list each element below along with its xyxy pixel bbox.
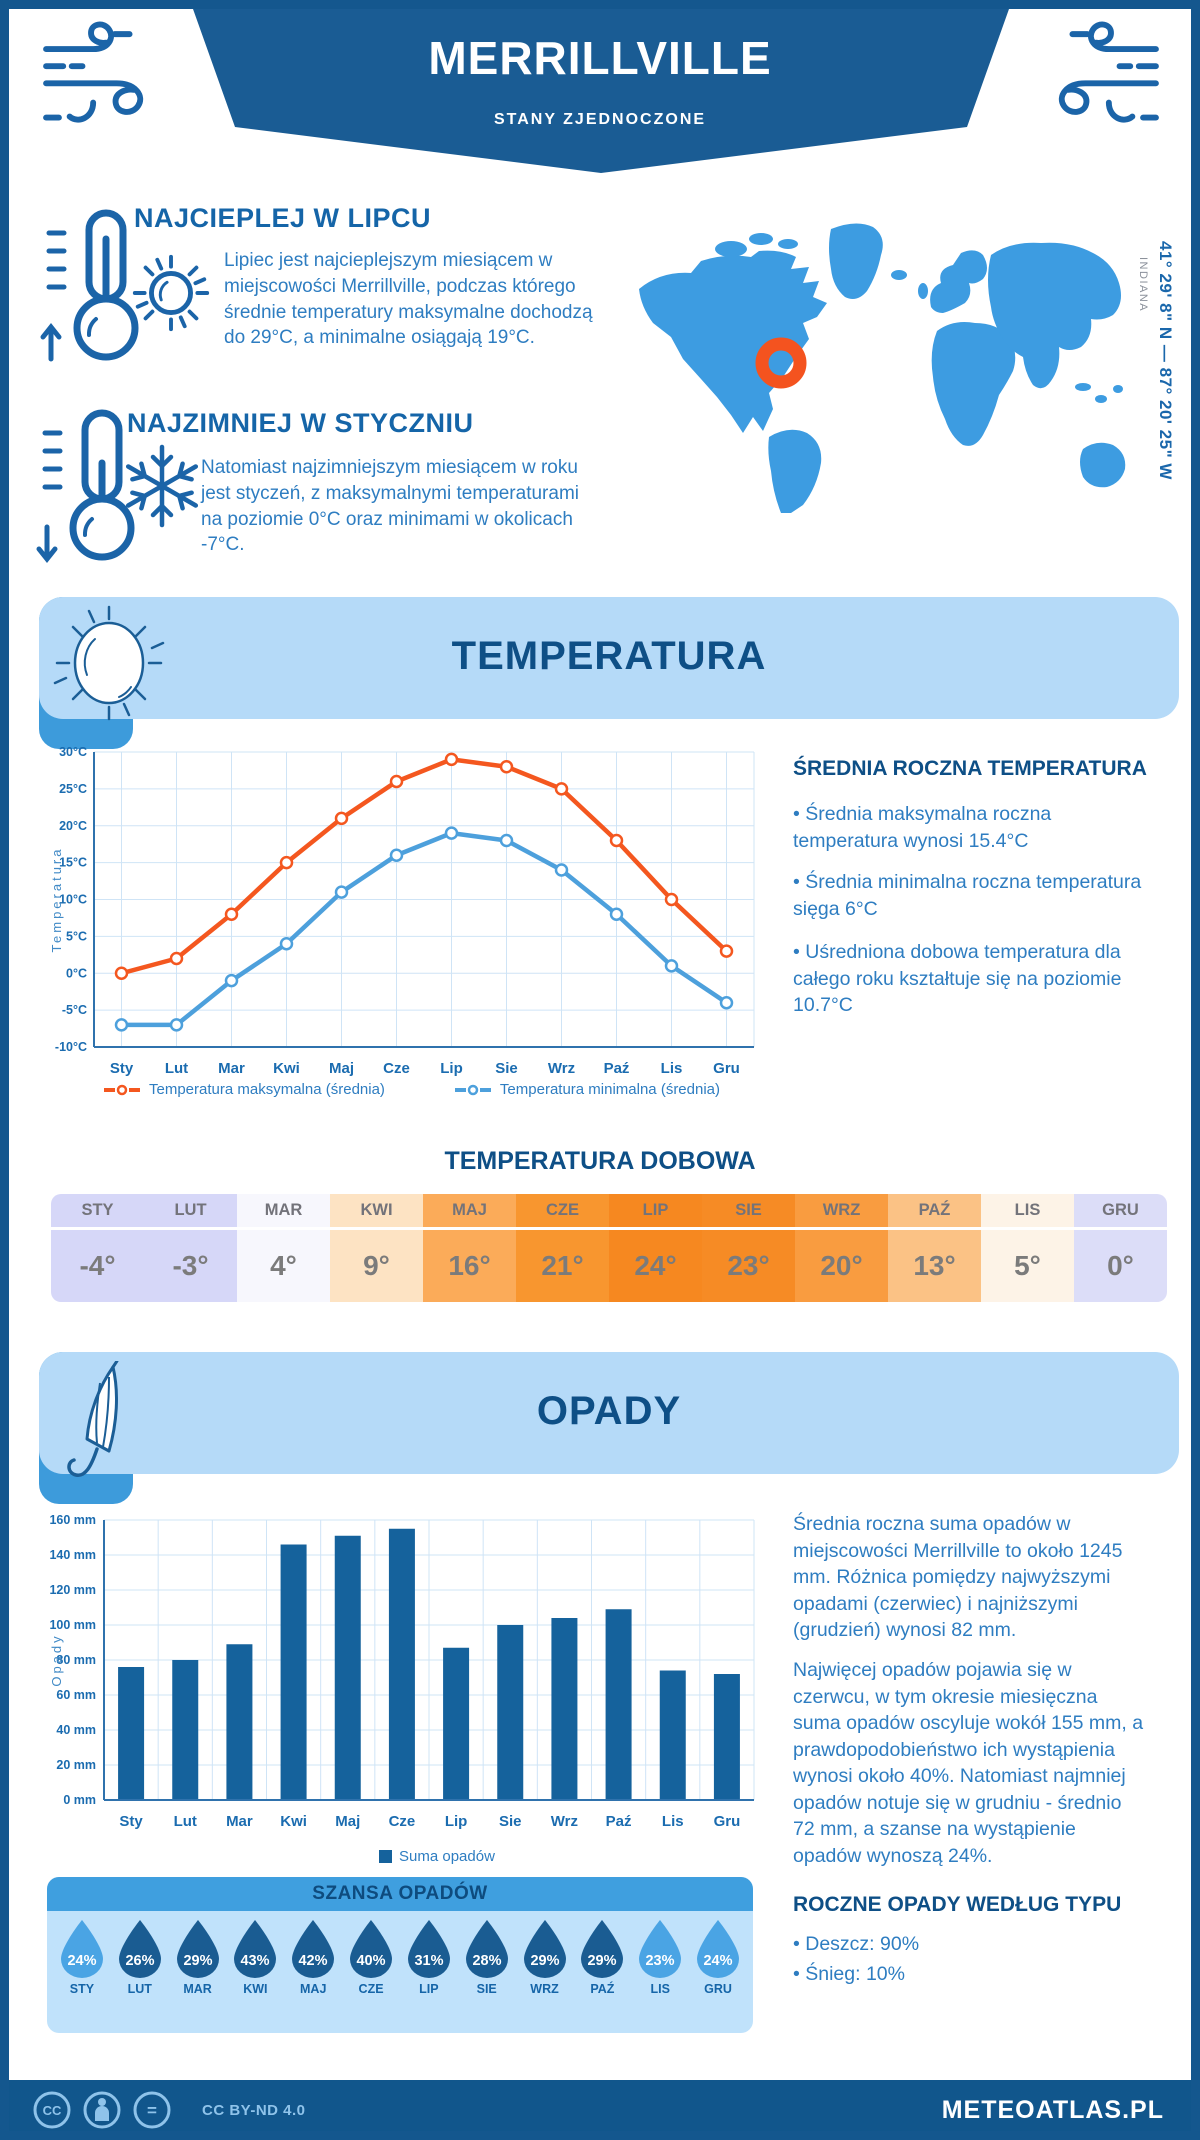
x-tick-label: Maj (328, 1060, 355, 1077)
month-header: MAJ (423, 1194, 516, 1230)
month-temperature-value: 13° (913, 1250, 956, 1281)
bar (714, 1674, 740, 1800)
month-header: MAR (237, 1194, 330, 1230)
y-tick-label: -10°C (54, 1040, 87, 1054)
data-point-marker (171, 953, 182, 964)
footer (0, 2080, 1200, 2140)
chance-month-label: SIE (476, 1982, 497, 1996)
y-tick-label: 10°C (59, 892, 87, 907)
warm-section-heading: NAJCIEPLEJ W LIPCU (134, 203, 432, 233)
legend-label: Temperatura minimalna (średnia) (499, 1081, 721, 1098)
y-tick-label: 15°C (59, 855, 87, 870)
raindrop-shape (61, 1920, 103, 1978)
month-column (330, 1194, 423, 1302)
month-temperature-value: 16° (448, 1250, 491, 1281)
data-point-marker (391, 776, 402, 787)
x-tick-label: Lut (173, 1813, 197, 1830)
month-header: KWI (330, 1194, 423, 1230)
legend-item (104, 1081, 385, 1098)
month-header: WRZ (795, 1194, 888, 1230)
x-tick-label: Sty (109, 1060, 134, 1077)
month-column (144, 1194, 237, 1302)
raindrop-shape (466, 1920, 508, 1978)
x-tick-label: Gru (713, 1060, 740, 1077)
precipitation-type-bullet: • Deszcz: 90% (793, 1933, 920, 1955)
y-tick-label: 40 mm (56, 1723, 96, 1737)
daily-temperature-heading: TEMPERATURA DOBOWA (444, 1147, 756, 1175)
world-map (631, 211, 1131, 513)
chance-value: 24% (67, 1953, 97, 1969)
chance-value: 24% (703, 1953, 733, 1969)
temperature-line-chart (49, 737, 769, 1082)
precipitation-drops-row (47, 1911, 753, 1996)
annual-temperature-bullet: • Średnia maksymalna roczna temperatura wynosi 15.4°C (793, 803, 1052, 852)
data-point-marker (391, 850, 402, 861)
x-tick-label: Kwi (273, 1060, 300, 1077)
legend-label: Temperatura maksymalna (średnia) (149, 1081, 385, 1098)
chance-column (400, 1919, 458, 1996)
chance-column (516, 1919, 574, 1996)
x-tick-label: Lis (661, 1813, 684, 1830)
raindrop-icon (175, 1919, 221, 1979)
chance-month-label: LUT (127, 1982, 152, 1996)
chance-column (573, 1919, 631, 1996)
license-label: CC BY-ND 4.0 (202, 2101, 306, 2119)
month-temperature-value: 20° (820, 1250, 863, 1281)
y-tick-label: 30°C (59, 745, 87, 759)
bar (172, 1660, 198, 1800)
x-tick-label: Lis (660, 1060, 683, 1077)
chance-value: 28% (472, 1953, 502, 1969)
map-coordinates: 41° 29' 8" N — 87° 20' 25" W (1156, 241, 1175, 480)
data-point-marker (336, 887, 347, 898)
bar (118, 1667, 144, 1800)
chance-value: 42% (298, 1953, 328, 1969)
precipitation-paragraph-2: Najwięcej opadów pojawia się w czerwcu, w tym okresie miesięczna suma opadów oscyluje wokół 155 mm, a prawdopodobieństwo ich wystąpienia wynosi około 40%. Natomiast najmniej opadów notuje się w grudniu - średnio 72 mm, a szanse na wystąpienie opadów wynoszą 24%. (793, 1659, 1144, 1867)
chance-value: 31% (414, 1953, 444, 1969)
bar (497, 1625, 523, 1800)
month-header: LIS (981, 1194, 1074, 1230)
data-point-marker (501, 835, 512, 846)
cold-section-heading: NAJZIMNIEJ W STYCZNIU (127, 408, 474, 438)
map-region-label: INDIANA (1137, 257, 1149, 313)
legend-item (455, 1081, 720, 1098)
x-tick-label: Cze (383, 1060, 410, 1077)
month-header: PAŹ (888, 1194, 981, 1230)
page-subtitle: STANY ZJEDNOCZONE (493, 111, 707, 128)
raindrop-shape (581, 1920, 623, 1978)
chance-month-label: MAJ (300, 1982, 327, 1996)
chance-value: 29% (183, 1953, 213, 1969)
data-point-marker (611, 909, 622, 920)
month-column (795, 1194, 888, 1302)
month-column (423, 1194, 516, 1302)
y-tick-label: 20 mm (56, 1758, 96, 1772)
y-tick-label: 60 mm (56, 1688, 96, 1702)
chance-column (458, 1919, 516, 1996)
bar (335, 1536, 361, 1800)
bar (443, 1648, 469, 1800)
x-tick-label: Wrz (550, 1813, 579, 1830)
chance-month-label: CZE (358, 1982, 384, 1996)
month-column (1074, 1194, 1167, 1302)
y-axis-title: Temperatura (49, 846, 64, 953)
annual-temperature-heading: ŚREDNIA ROCZNA TEMPERATURA (793, 757, 1147, 780)
month-temperature-value: -4° (79, 1250, 116, 1281)
y-tick-label: 5°C (66, 929, 87, 944)
bar (226, 1644, 252, 1800)
chance-month-label: KWI (243, 1982, 268, 1996)
creative-commons-icons (30, 2088, 190, 2132)
y-tick-label: 20°C (59, 818, 87, 833)
data-point-marker (721, 997, 732, 1008)
raindrop-shape (177, 1920, 219, 1978)
data-point-marker (281, 938, 292, 949)
chance-column (169, 1919, 227, 1996)
raindrop-icon (637, 1919, 683, 1979)
y-axis-title: Opady (49, 1633, 64, 1687)
raindrop-shape (697, 1920, 739, 1978)
month-column (981, 1194, 1074, 1302)
raindrop-shape (524, 1920, 566, 1978)
raindrop-icon (232, 1919, 278, 1979)
chance-column (342, 1919, 400, 1996)
month-temperature-value: 4° (270, 1250, 297, 1281)
chance-month-label: STY (69, 1982, 95, 1996)
chance-column (111, 1919, 169, 1996)
month-temperature-value: 0° (1107, 1250, 1134, 1281)
svg-text:=: = (147, 2101, 157, 2120)
raindrop-shape (350, 1920, 392, 1978)
x-tick-label: Lip (440, 1060, 463, 1077)
y-tick-label: 140 mm (49, 1548, 96, 1562)
x-tick-label: Cze (388, 1813, 416, 1830)
cold-section-text: Natomiast najzimniejszym miesiącem w roku jest styczeń, z maksymalnymi temperaturami na poziomie 0°C oraz minimami w okolicach -7°C. (201, 457, 579, 556)
annual-temperature-bullet: • Średnia minimalna roczna temperatura sięga 6°C (793, 871, 1142, 920)
month-header: CZE (516, 1194, 609, 1230)
x-tick-label: Gru (713, 1813, 741, 1830)
raindrop-shape (639, 1920, 681, 1978)
raindrop-shape (119, 1920, 161, 1978)
month-temperature-value: 9° (363, 1250, 390, 1281)
site-name: METEOATLAS.PL (941, 2095, 1164, 2124)
chance-month-label: LIP (419, 1982, 439, 1996)
x-tick-label: Mar (226, 1813, 253, 1830)
x-tick-label: Sie (495, 1060, 518, 1077)
data-point-marker (226, 975, 237, 986)
sun-icon (127, 249, 215, 337)
month-column (702, 1194, 795, 1302)
wind-icon (1021, 17, 1171, 139)
data-point-marker (226, 909, 237, 920)
line-chart-legend (104, 1081, 720, 1098)
page-title: MERRILLVILLE (428, 32, 772, 84)
x-tick-label: Sty (119, 1813, 143, 1830)
data-point-marker (116, 968, 127, 979)
month-temperature-value: 24° (634, 1250, 677, 1281)
raindrop-icon (695, 1919, 741, 1979)
chance-column (53, 1919, 111, 1996)
data-point-marker (446, 754, 457, 765)
precipitation-chance-panel (47, 1877, 753, 2033)
chance-column (631, 1919, 689, 1996)
month-header: STY (51, 1194, 144, 1230)
precipitation-type-bullet: • Śnieg: 10% (793, 1963, 905, 1985)
x-tick-label: Sie (498, 1813, 522, 1830)
x-tick-label: Mar (218, 1060, 245, 1077)
chance-column (284, 1919, 342, 1996)
chance-value: 29% (530, 1953, 560, 1969)
month-temperature-value: 5° (1014, 1250, 1041, 1281)
raindrop-icon (464, 1919, 510, 1979)
bar (389, 1529, 415, 1800)
chance-value: 40% (356, 1953, 386, 1969)
legend-swatch (379, 1850, 392, 1863)
precipitation-bar-chart (49, 1504, 769, 1876)
chance-month-label: GRU (704, 1982, 732, 1996)
bar (660, 1671, 686, 1801)
month-header: GRU (1074, 1194, 1167, 1230)
raindrop-icon (290, 1919, 336, 1979)
y-tick-label: 0 mm (63, 1793, 96, 1807)
x-tick-label: Maj (335, 1813, 361, 1830)
chance-month-label: WRZ (530, 1982, 559, 1996)
raindrop-icon (59, 1919, 105, 1979)
annual-temperature-bullet: • Uśredniona dobowa temperatura dla całego roku kształtuje się na poziomie 10.7°C (793, 941, 1122, 1017)
month-column (516, 1194, 609, 1302)
data-point-marker (556, 865, 567, 876)
wind-icon (31, 17, 181, 139)
precipitation-band-title: OPADY (536, 1389, 682, 1433)
y-tick-label: 100 mm (49, 1618, 96, 1632)
data-point-marker (446, 828, 457, 839)
month-column (609, 1194, 702, 1302)
bar (281, 1545, 307, 1801)
precipitation-type-heading: ROCZNE OPADY WEDŁUG TYPU (793, 1893, 1122, 1916)
data-point-marker (666, 960, 677, 971)
x-tick-label: Kwi (280, 1813, 307, 1830)
raindrop-icon (579, 1919, 625, 1979)
month-header: SIE (702, 1194, 795, 1230)
x-tick-label: Paź (605, 1813, 632, 1830)
bar (551, 1618, 577, 1800)
svg-text:CC: CC (42, 2103, 62, 2118)
data-point-marker (336, 813, 347, 824)
data-point-marker (721, 946, 732, 957)
chance-month-label: MAR (183, 1982, 212, 1996)
chance-value: 23% (645, 1953, 675, 1969)
y-tick-label: 0°C (66, 966, 87, 981)
chance-value: 43% (240, 1953, 270, 1969)
data-point-marker (556, 783, 567, 794)
legend-marker-icon (455, 1084, 491, 1096)
chance-month-label: LIS (650, 1982, 670, 1996)
bar (606, 1609, 632, 1800)
data-point-marker (281, 857, 292, 868)
chance-value: 29% (587, 1953, 617, 1969)
x-tick-label: Lip (444, 1813, 468, 1830)
data-point-marker (171, 1019, 182, 1030)
raindrop-icon (522, 1919, 568, 1979)
legend-label: Suma opadów (399, 1848, 495, 1865)
data-point-marker (116, 1019, 127, 1030)
temperature-band-title: TEMPERATURA (451, 634, 767, 678)
line-series (122, 759, 727, 973)
chance-column (226, 1919, 284, 1996)
month-temperature-value: 21° (541, 1250, 584, 1281)
month-header: LIP (609, 1194, 702, 1230)
raindrop-shape (408, 1920, 450, 1978)
y-tick-label: 160 mm (49, 1513, 96, 1527)
data-point-marker (666, 894, 677, 905)
data-point-marker (501, 761, 512, 772)
chance-value: 26% (125, 1953, 155, 1969)
month-temperature-value: -3° (172, 1250, 209, 1281)
raindrop-shape (292, 1920, 334, 1978)
x-tick-label: Lut (164, 1060, 189, 1077)
y-tick-label: 25°C (59, 781, 87, 796)
month-column (51, 1194, 144, 1302)
monthly-temperature-table (51, 1194, 1167, 1302)
y-tick-label: 120 mm (49, 1583, 96, 1597)
warm-section-text: Lipiec jest najcieplejszym miesiącem w miejscowości Merrillville, podczas którego średnie temperatury maksymalne dochodzą do 29°C, a minimalne osiągają 19°C. (224, 250, 593, 349)
legend-marker-icon (104, 1084, 140, 1096)
chance-month-label: PAŹ (590, 1982, 615, 1996)
raindrop-icon (406, 1919, 452, 1979)
month-header: LUT (144, 1194, 237, 1230)
y-tick-label: 80 mm (56, 1653, 96, 1667)
raindrop-icon (117, 1919, 163, 1979)
chance-column (689, 1919, 747, 1996)
month-temperature-value: 23° (727, 1250, 770, 1281)
y-tick-label: -5°C (61, 1003, 87, 1018)
precipitation-paragraph-1: Średnia roczna suma opadów w miejscowości Merrillville to około 1245 mm. Różnica pomiędzy najwyższymi opadami (czerwiec) i najniższymi (grudzień) wynosi 82 mm. (793, 1513, 1123, 1642)
month-column (888, 1194, 981, 1302)
raindrop-icon (348, 1919, 394, 1979)
precipitation-chance-heading: SZANSA OPADÓW (47, 1877, 753, 1911)
x-tick-label: Paź (603, 1060, 630, 1077)
data-point-marker (611, 835, 622, 846)
snowflake-icon (117, 441, 207, 531)
x-tick-label: Wrz (547, 1060, 576, 1077)
raindrop-shape (234, 1920, 276, 1978)
month-column (237, 1194, 330, 1302)
